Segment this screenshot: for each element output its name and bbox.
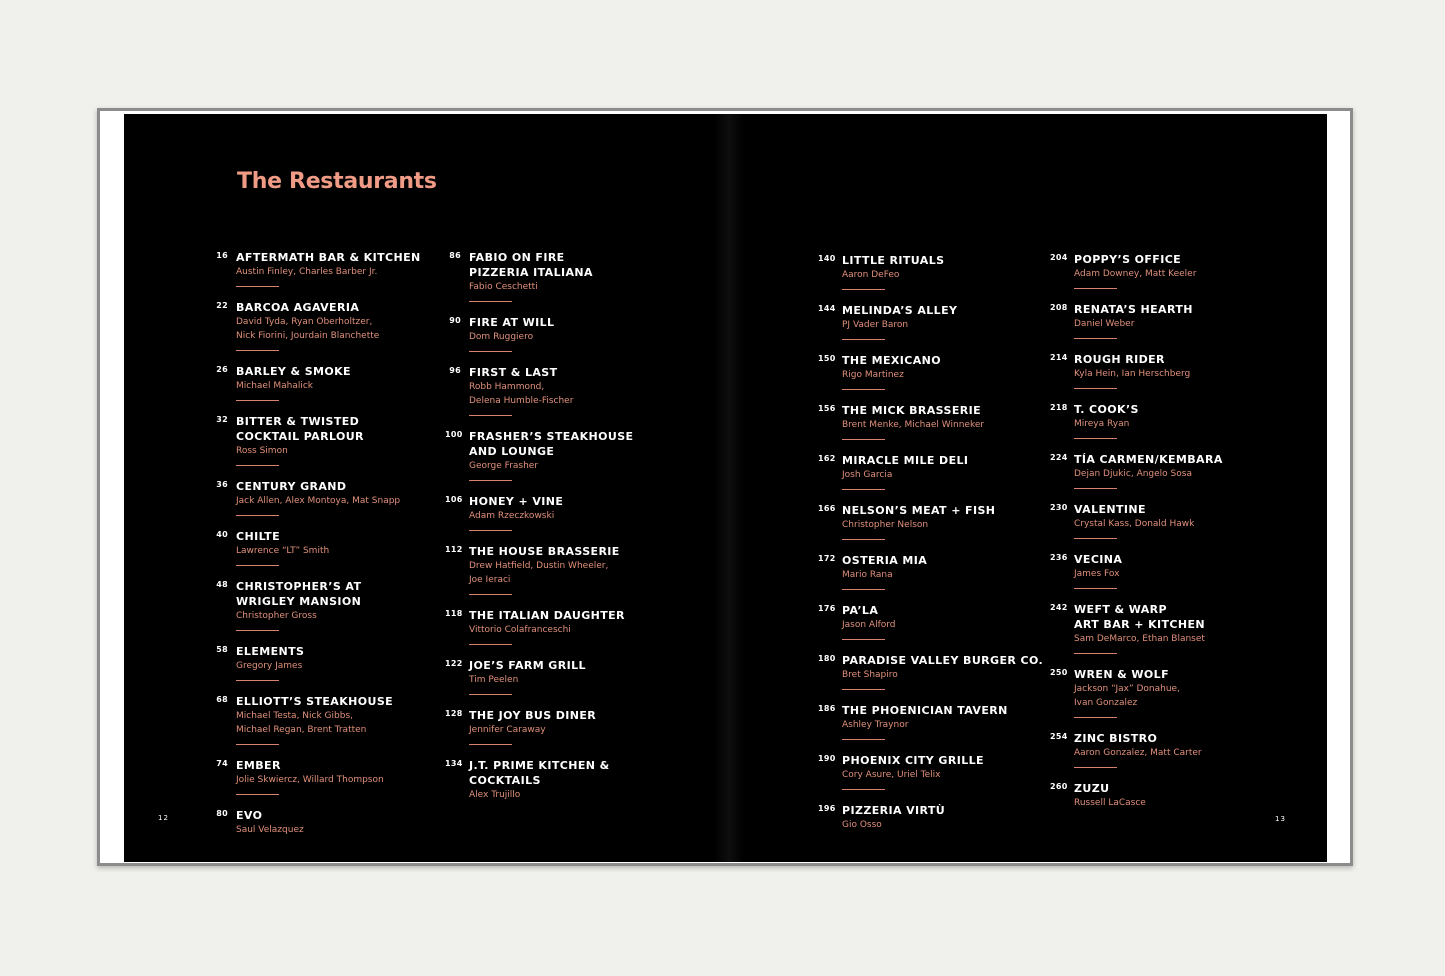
toc-column-4	[1050, 252, 1294, 823]
restaurant-name: LITTLE RITUALS	[842, 254, 945, 267]
entry-divider	[842, 439, 885, 440]
chef-names: Dom Ruggiero	[469, 332, 534, 342]
restaurant-name: ROUGH RIDER	[1074, 353, 1165, 366]
toc-page-number: 190	[818, 754, 836, 763]
entry-divider	[469, 301, 512, 302]
toc-entry	[1050, 452, 1294, 489]
toc-entry	[1050, 552, 1294, 589]
entry-divider	[1074, 338, 1117, 339]
restaurant-name: ZINC BISTRO	[1074, 732, 1158, 745]
toc-column-3	[818, 253, 1062, 845]
chef-names: James Fox	[1074, 569, 1120, 579]
entry-divider	[842, 289, 885, 290]
entry-divider	[842, 489, 885, 490]
restaurant-name: PARADISE VALLEY BURGER CO.	[842, 654, 1044, 667]
toc-entry	[818, 803, 1062, 832]
chef-names: Rigo Martinez	[842, 370, 904, 380]
toc-page-number: 176	[818, 604, 836, 613]
restaurant-name: EMBER	[236, 759, 281, 772]
toc-entry	[216, 300, 456, 351]
chef-names: Ashley Traynor	[842, 720, 909, 730]
restaurant-name: PHOENIX CITY GRILLE	[842, 754, 984, 767]
restaurant-name: OSTERIA MIA	[842, 554, 928, 567]
toc-entry	[1050, 402, 1294, 439]
toc-entry	[449, 365, 689, 416]
toc-page-number: 144	[818, 304, 836, 313]
entry-divider	[236, 515, 279, 516]
toc-page-number: 166	[818, 504, 836, 513]
entry-divider	[842, 789, 885, 790]
entry-divider	[1074, 767, 1117, 768]
toc-entry	[216, 694, 456, 745]
restaurant-name: JOE’S FARM GRILL	[469, 659, 586, 672]
toc-page-number: 186	[818, 704, 836, 713]
toc-page-number: 162	[818, 454, 836, 463]
entry-divider	[236, 565, 279, 566]
entry-divider	[842, 639, 885, 640]
toc-page-number: 68	[216, 695, 228, 704]
chef-names: Jack Allen, Alex Montoya, Mat Snapp	[236, 496, 401, 506]
entry-divider	[469, 415, 512, 416]
toc-entry	[818, 703, 1062, 740]
toc-entry	[216, 579, 456, 631]
chef-names: Dejan Djukic, Angelo Sosa	[1074, 469, 1192, 479]
toc-entry	[445, 494, 689, 531]
toc-page-number: 58	[216, 645, 228, 654]
toc-entry	[216, 529, 456, 566]
restaurant-name: THE MEXICANO	[842, 354, 942, 367]
restaurant-name: T. COOK’S	[1074, 403, 1139, 416]
toc-entry	[1050, 667, 1294, 718]
chef-names: Daniel Weber	[1074, 319, 1135, 329]
restaurant-name: CHILTE	[236, 530, 280, 543]
toc-entry	[1050, 731, 1294, 768]
entry-divider	[469, 594, 512, 595]
chef-names: Michael Testa, Nick Gibbs, Michael Regan, Brent Tratten	[236, 711, 367, 735]
toc-page-number: 254	[1050, 732, 1068, 741]
toc-entry	[445, 758, 689, 802]
toc-page-number: 156	[818, 404, 836, 413]
restaurant-name: THE HOUSE BRASSERIE	[469, 545, 620, 558]
toc-entry	[1050, 252, 1294, 289]
toc-entry	[1050, 781, 1294, 810]
toc-page-number: 48	[216, 580, 228, 589]
toc-page-number: 90	[449, 316, 461, 325]
toc-page-number: 80	[216, 809, 228, 818]
toc-entry	[1050, 302, 1294, 339]
toc-entry	[216, 414, 456, 466]
toc-entry	[445, 658, 689, 695]
toc-page-number: 122	[445, 659, 463, 668]
toc-page-number: 242	[1050, 603, 1068, 612]
chef-names: Jennifer Caraway	[469, 725, 546, 735]
toc-page-number: 224	[1050, 453, 1068, 462]
toc-page-number: 128	[445, 709, 463, 718]
entry-divider	[236, 465, 279, 466]
toc-entry	[216, 479, 456, 516]
toc-page-number: 26	[216, 365, 228, 374]
chef-names: Jason Alford	[842, 620, 896, 630]
restaurant-name: NELSON’S MEAT + FISH	[842, 504, 996, 517]
toc-page-number: 106	[445, 495, 463, 504]
toc-entry	[1050, 502, 1294, 539]
toc-entry	[818, 603, 1062, 640]
chef-names: David Tyda, Ryan Oberholtzer, Nick Fiorini, Jourdain Blanchette	[236, 317, 380, 341]
toc-page-number: 100	[445, 430, 463, 439]
chef-names: George Frasher	[469, 461, 539, 471]
chef-names: Cory Asure, Uriel Telix	[842, 770, 941, 780]
toc-entry	[818, 553, 1062, 590]
restaurant-name: BITTER & TWISTED COCKTAIL PARLOUR	[236, 415, 364, 443]
chef-names: Kyla Hein, Ian Herschberg	[1074, 369, 1191, 379]
toc-entry	[216, 808, 456, 837]
entry-divider	[842, 389, 885, 390]
chef-names: Sam DeMarco, Ethan Blanset	[1074, 634, 1205, 644]
restaurant-name: TÍA CARMEN/KEMBARA	[1074, 453, 1223, 466]
toc-entry	[216, 250, 456, 287]
restaurant-name: HONEY + VINE	[469, 495, 564, 508]
toc-page-number: 180	[818, 654, 836, 663]
toc-entry	[818, 303, 1062, 340]
entry-divider	[1074, 438, 1117, 439]
restaurant-name: THE PHOENICIAN TAVERN	[842, 704, 1008, 717]
entry-divider	[842, 539, 885, 540]
toc-page-number: 236	[1050, 553, 1068, 562]
entry-divider	[469, 644, 512, 645]
toc-page-number: 204	[1050, 253, 1068, 262]
book-gutter	[714, 114, 744, 862]
entry-divider	[469, 351, 512, 352]
entry-divider	[236, 350, 279, 351]
toc-page-number: 112	[445, 545, 463, 554]
toc-page-number: 214	[1050, 353, 1068, 362]
toc-entry	[1050, 352, 1294, 389]
chef-names: Adam Rzeczkowski	[469, 511, 555, 521]
toc-page-number: 218	[1050, 403, 1068, 412]
toc-column-2	[445, 250, 689, 815]
chef-names: Gio Osso	[842, 820, 882, 830]
entry-divider	[236, 744, 279, 745]
restaurant-name: EVO	[236, 809, 263, 822]
restaurant-name: FIRE AT WILL	[469, 316, 555, 329]
chef-names: Gregory James	[236, 661, 303, 671]
chef-names: Crystal Kass, Donald Hawk	[1074, 519, 1195, 529]
restaurant-name: RENATA’S HEARTH	[1074, 303, 1193, 316]
chef-names: Brent Menke, Michael Winneker	[842, 420, 985, 430]
chef-names: Mireya Ryan	[1074, 419, 1130, 429]
toc-entry	[449, 315, 689, 352]
entry-divider	[469, 694, 512, 695]
entry-divider	[1074, 288, 1117, 289]
toc-page-number: 74	[216, 759, 228, 768]
toc-page-number: 172	[818, 554, 836, 563]
restaurant-name: ZUZU	[1074, 782, 1110, 795]
entry-divider	[1074, 653, 1117, 654]
toc-page-number: 230	[1050, 503, 1068, 512]
page-title: The Restaurants	[237, 169, 437, 194]
toc-page-number: 118	[445, 609, 463, 618]
entry-divider	[842, 689, 885, 690]
restaurant-name: PIZZERIA VIRTÙ	[842, 804, 946, 817]
restaurant-name: CENTURY GRAND	[236, 480, 347, 493]
entry-divider	[1074, 388, 1117, 389]
chef-names: Tim Peelen	[469, 675, 519, 685]
restaurant-name: AFTERMATH BAR & KITCHEN	[236, 251, 421, 264]
entry-divider	[842, 339, 885, 340]
toc-entry	[818, 753, 1062, 790]
entry-divider	[1074, 488, 1117, 489]
chef-names: Russell LaCasce	[1074, 798, 1146, 808]
toc-page-number: 150	[818, 354, 836, 363]
entry-divider	[236, 794, 279, 795]
toc-entry	[1050, 602, 1294, 654]
chef-names: Drew Hatfield, Dustin Wheeler, Joe Ieraci	[469, 561, 609, 585]
restaurant-name: FIRST & LAST	[469, 366, 558, 379]
chef-names: Robb Hammond, Delena Humble-Fischer	[469, 382, 574, 406]
toc-entry	[818, 653, 1062, 690]
restaurant-name: BARCOA AGAVERIA	[236, 301, 360, 314]
chef-names: Michael Mahalick	[236, 381, 313, 391]
page-number-right: 13	[1275, 815, 1286, 823]
toc-entry	[445, 544, 689, 595]
restaurant-name: VALENTINE	[1074, 503, 1146, 516]
restaurant-name: ELLIOTT’S STEAKHOUSE	[236, 695, 394, 708]
chef-names: Vittorio Colafranceschi	[469, 625, 571, 635]
toc-entry	[818, 453, 1062, 490]
toc-page-number: 32	[216, 415, 228, 424]
restaurant-name: VECINA	[1074, 553, 1123, 566]
toc-entry	[216, 644, 456, 681]
toc-page-number: 260	[1050, 782, 1068, 791]
restaurant-name: ELEMENTS	[236, 645, 305, 658]
chef-names: Christopher Gross	[236, 611, 317, 621]
chef-names: Christopher Nelson	[842, 520, 929, 530]
entry-divider	[1074, 717, 1117, 718]
restaurant-name: PA’LA	[842, 604, 879, 617]
chef-names: Aaron DeFeo	[842, 270, 900, 280]
entry-divider	[842, 589, 885, 590]
toc-entry	[445, 708, 689, 745]
restaurant-name: THE MICK BRASSERIE	[842, 404, 982, 417]
restaurant-name: THE ITALIAN DAUGHTER	[469, 609, 625, 622]
restaurant-name: BARLEY & SMOKE	[236, 365, 351, 378]
chef-names: PJ Vader Baron	[842, 320, 909, 330]
toc-entry	[445, 429, 689, 481]
chef-names: Ross Simon	[236, 446, 288, 456]
toc-page-number: 16	[216, 251, 228, 260]
chef-names: Bret Shapiro	[842, 670, 898, 680]
toc-entry	[445, 608, 689, 645]
toc-page-number: 96	[449, 366, 461, 375]
toc-entry	[216, 364, 456, 401]
chef-names: Adam Downey, Matt Keeler	[1074, 269, 1197, 279]
toc-entry	[216, 758, 456, 795]
toc-page-number: 208	[1050, 303, 1068, 312]
chef-names: Alex Trujillo	[469, 790, 521, 800]
toc-page-number: 36	[216, 480, 228, 489]
chef-names: Austin Finley, Charles Barber Jr.	[236, 267, 378, 277]
entry-divider	[469, 480, 512, 481]
chef-names: Saul Velazquez	[236, 825, 304, 835]
toc-page-number: 86	[449, 251, 461, 260]
restaurant-name: MELINDA’S ALLEY	[842, 304, 958, 317]
page-number-left: 12	[158, 814, 169, 822]
restaurant-name: CHRISTOPHER’S AT WRIGLEY MANSION	[236, 580, 362, 608]
toc-page-number: 134	[445, 759, 463, 768]
restaurant-name: THE JOY BUS DINER	[469, 709, 597, 722]
toc-page-number: 22	[216, 301, 228, 310]
restaurant-name: MIRACLE MILE DELI	[842, 454, 969, 467]
entry-divider	[1074, 538, 1117, 539]
toc-page-number: 196	[818, 804, 836, 813]
toc-page-number: 40	[216, 530, 228, 539]
toc-entry	[449, 250, 689, 302]
chef-names: Aaron Gonzalez, Matt Carter	[1074, 748, 1202, 758]
toc-page-number: 140	[818, 254, 836, 263]
chef-names: Mario Rana	[842, 570, 893, 580]
chef-names: Jackson “Jax” Donahue, Ivan Gonzalez	[1074, 684, 1180, 708]
entry-divider	[469, 530, 512, 531]
chef-names: Jolie Skwiercz, Willard Thompson	[236, 775, 384, 785]
toc-entry	[818, 253, 1062, 290]
restaurant-name: FRASHER’S STEAKHOUSE AND LOUNGE	[469, 430, 634, 458]
toc-page-number: 250	[1050, 668, 1068, 677]
entry-divider	[236, 286, 279, 287]
toc-entry	[818, 353, 1062, 390]
toc-entry	[818, 503, 1062, 540]
entry-divider	[236, 630, 279, 631]
entry-divider	[1074, 588, 1117, 589]
entry-divider	[469, 744, 512, 745]
chef-names: Fabio Ceschetti	[469, 282, 538, 292]
entry-divider	[236, 400, 279, 401]
entry-divider	[236, 680, 279, 681]
chef-names: Josh Garcia	[842, 470, 893, 480]
chef-names: Lawrence “LT” Smith	[236, 546, 330, 556]
toc-column-1	[216, 250, 456, 850]
restaurant-name: POPPY’S OFFICE	[1074, 253, 1182, 266]
restaurant-name: J.T. PRIME KITCHEN & COCKTAILS	[469, 759, 610, 787]
entry-divider	[842, 739, 885, 740]
restaurant-name: FABIO ON FIRE PIZZERIA ITALIANA	[469, 251, 593, 279]
restaurant-name: WEFT & WARP ART BAR + KITCHEN	[1074, 603, 1205, 631]
toc-entry	[818, 403, 1062, 440]
restaurant-name: WREN & WOLF	[1074, 668, 1169, 681]
